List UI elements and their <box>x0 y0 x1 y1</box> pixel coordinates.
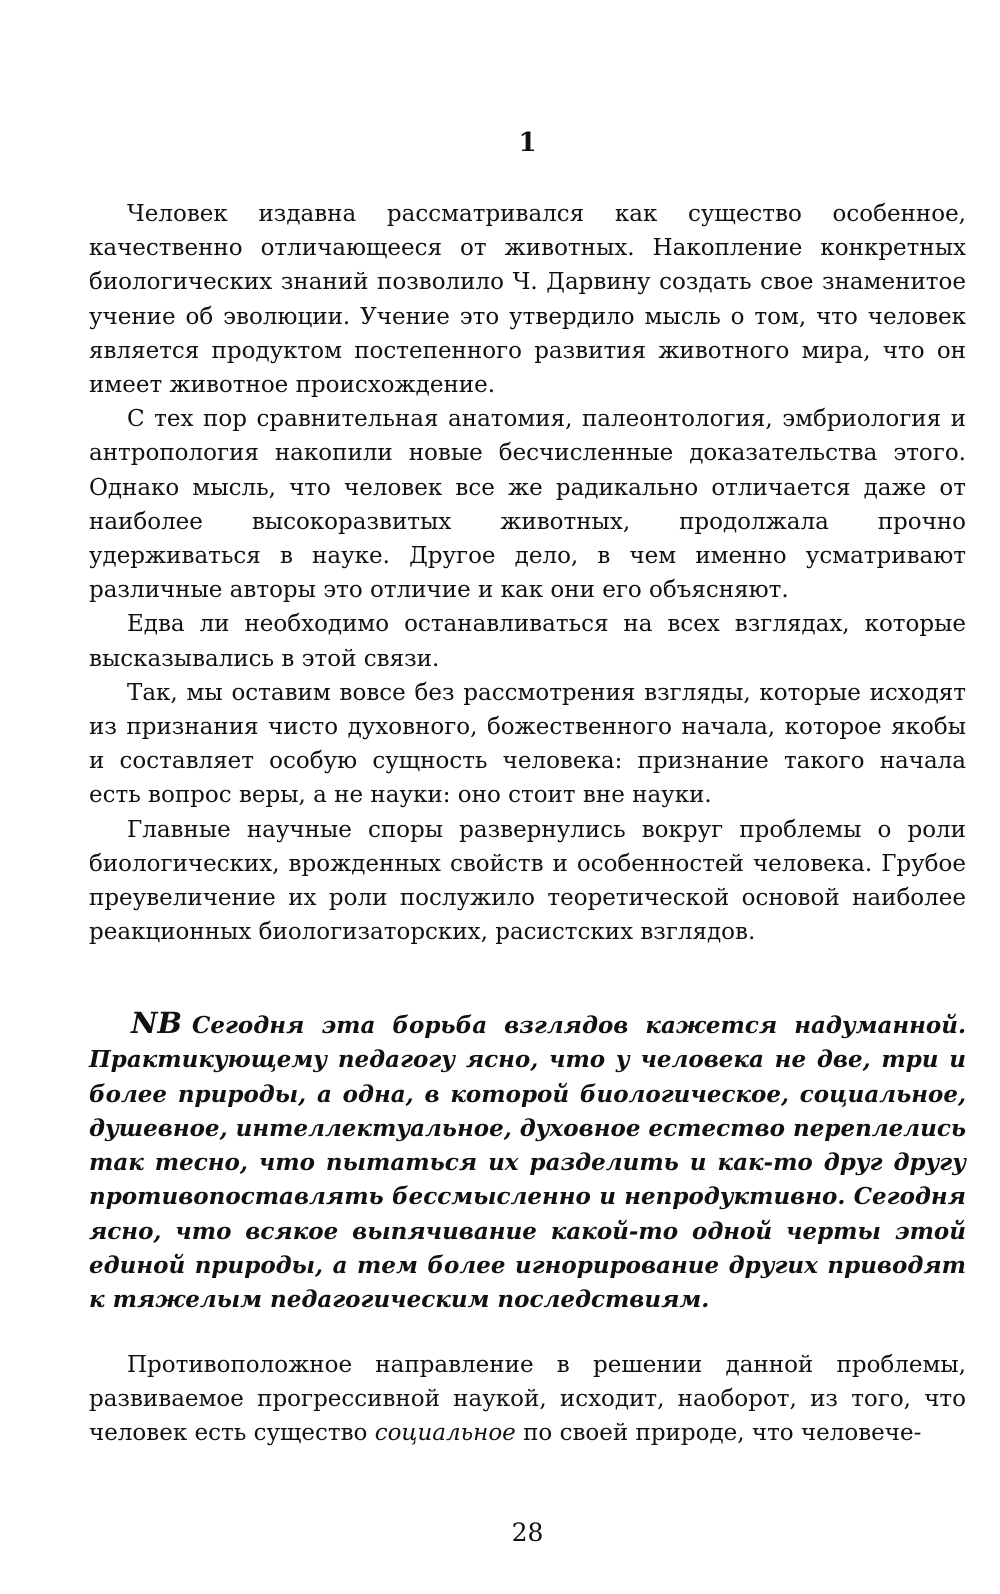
nb-text: Сегодня эта борьба взглядов кажется надуманной. Практикующему педагогу ясно, что у человека не две, три и более природы, а одна, в которой биологическое, социальное, душевное, интеллектуальное, духовное естество переплелись так тесно, что пытаться их разделить и как-то друг другу противопоставлять бессмысленно и непродуктивно. Сегодня ясно, что всякое выпячивание какой-то одной черты этой единой природы, а тем более игнорирование других приводят к тяжелым педагогическим последствиям. <box>89 1012 966 1314</box>
paragraph: Человек издавна рассматривался как существо особенное, качественно отличающееся от животных. Накопление конкретных биологических знаний позволило Ч. Дарвину создать свое знаменитое учение об эволюции. Учение это утвердило мысль о том, что человек является продуктом постепенного развития животного мира, что он имеет животное происхождение. <box>89 201 966 399</box>
paragraph: Едва ли необходимо останавливаться на всех взглядах, которые высказывались в этой связи. <box>89 611 966 672</box>
final-paragraph-end: по своей природе, что человече- <box>515 1420 922 1447</box>
final-text <box>89 1348 966 1451</box>
final-paragraph-start: Противоположное направление в решении данной проблемы, развиваемое прогрессивной наукой, исходит, наоборот, из того, что человек есть существо <box>89 1352 966 1447</box>
paragraph: С тех пор сравнительная анатомия, палеонтология, эмбриология и антропология накопили новые бесчисленные доказательства этого. Однако мысль, что человек все же радикально отличается даже от наиболее высокоразвитых животных, продолжала прочно удерживаться в науке. Другое дело, в чем именно усматривают различные авторы это отличие и как они его объясняют. <box>89 406 966 604</box>
section-number: 1 <box>518 128 537 158</box>
page-number: 28 <box>511 1518 544 1547</box>
final-paragraph <box>89 1348 966 1451</box>
final-paragraph-emphasis: социальное <box>374 1420 516 1447</box>
paragraph: Главные научные споры развернулись вокруг проблемы о роли биологических, врожденных свойств и особенностей человека. Грубое преувеличение их роли послужило теоретической основой наиболее реакционных биологизаторских, расистских взглядов. <box>89 816 966 946</box>
nb-mark: NB <box>131 1006 183 1040</box>
main-text <box>89 197 966 949</box>
nb-paragraph <box>89 1006 966 1318</box>
paragraph: Так, мы оставим вовсе без рассмотрения взгляды, которые исходят из признания чисто духовного, божественного начала, которое якобы и составляет особую сущность человека: признание такого начала есть вопрос веры, а не науки: оно стоит вне науки. <box>89 679 966 809</box>
nb-note <box>89 1006 966 1318</box>
